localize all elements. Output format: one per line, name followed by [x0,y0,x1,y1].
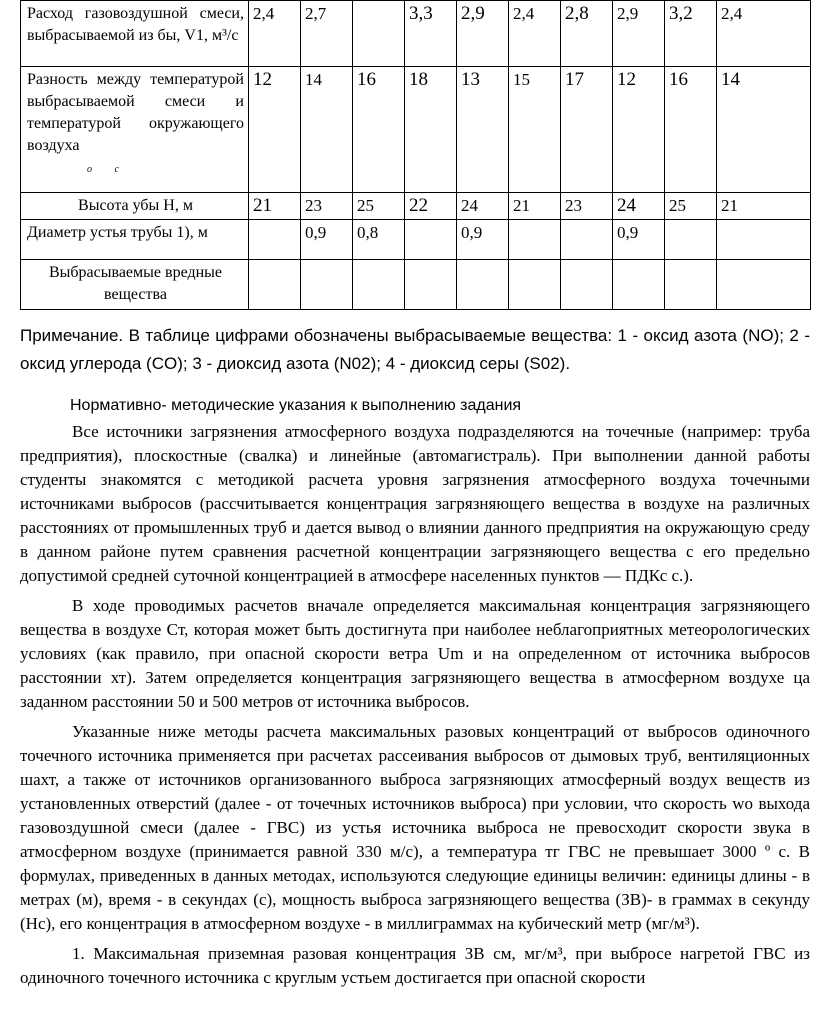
row-label-text: Расход газовоздушной смеси, выбрасываемой из бы, V1, м³/с [27,5,244,44]
table-row [21,260,811,310]
table-cell: 3,2 [665,1,717,67]
table-cell [717,260,811,310]
row-label [21,260,249,310]
table-cell: 3,3 [405,1,457,67]
table-row [21,193,811,220]
table-cell [665,220,717,260]
table-cell: 16 [353,67,405,193]
body-text [20,420,810,996]
table-cell: 14 [301,67,353,193]
table-cell [353,1,405,67]
table-cell [301,260,353,310]
table-cell: 2,4 [249,1,301,67]
table-cell [405,220,457,260]
table-cell: 2,9 [457,1,509,67]
table-cell: 2,4 [717,1,811,67]
table-cell: 15 [509,67,561,193]
table-cell: 14 [717,67,811,193]
row-label [21,220,249,260]
table-cell: 0,9 [301,220,353,260]
table-cell: 2,8 [561,1,613,67]
table-cell: 24 [613,193,665,220]
emission-parameters-table [20,0,811,310]
table-cell [249,260,301,310]
paragraph-max-concentration: 1. Максимальная приземная разовая концентрация ЗВ см, мг/м³, при выбросе нагретой ГВС из одиночного точечного источника с круглым устьем достигается при опасной скорости [20,944,810,987]
table-cell: 16 [665,67,717,193]
table-cell [561,220,613,260]
section-heading: Нормативно- методические указания к выполнению задания [70,397,522,414]
table-row [21,220,811,260]
table-cell: 2,4 [509,1,561,67]
table-cell [717,220,811,260]
table-row [21,67,811,193]
row-label-text: Выбрасываемые вредные вещества [48,264,223,303]
table-cell: 24 [457,193,509,220]
table-cell: 12 [613,67,665,193]
row-label-text: Разность между температурой выбрасываемой смеси и температурой окружающего воздуха [27,71,244,154]
table-cell: 22 [405,193,457,220]
table-cell: 25 [353,193,405,220]
table-cell: 0,9 [457,220,509,260]
paragraph-calculation: В ходе проводимых расчетов вначале определяется максимальная концентрация загрязняющего вещества в воздухе Cт, которая может быть достигнута при наиболее неблагоприятных метеорологических условиях (как правило, при опасной скорости ветра Um и на определенном от источника выбросов расстоянии хт). Затем определяется концентрация загрязняющего вещества в атмосферном воздухе ца заданном расстоянии 50 и 500 метров от источника выбросов. [20,596,810,711]
table-cell [509,260,561,310]
paragraph-sources: Все источники загрязнения атмосферного воздуха подразделяются на точечные (например: труба предприятия), плоскостные (свалка) и линейные (автомагистраль). При выполнении данной работы студенты знакомятся с методикой расчета уровня загрязнения атмосферного воздуха точечными источниками выбросов (рассчитывается концентрация загрязняющего вещества в воздухе на различных расстояниях от промышленных труб и дается вывод о влиянии данного предприятия на окружающую среду в данном районе путем сравнения расчетной концентрации загрязняющего вещества с его предельно допустимой средней суточной концентрацией в атмосфере населенных пунктов — ПДКс с.). [20,422,810,585]
table-cell [249,220,301,260]
row-label-text: Диаметр устья трубы 1), м [27,224,208,241]
table-cell [353,260,405,310]
row-label [21,193,249,220]
table-cell: 13 [457,67,509,193]
table-note: Примечание. В таблице цифрами обозначены выбрасываемые вещества: 1 - оксид азота (NO); 2 - оксид углерода (CO); 3 - диоксид азота (N02); 4 - диоксид серы (S02). [20,326,810,373]
table-cell: 0,8 [353,220,405,260]
table-cell [457,260,509,310]
table-cell: 23 [301,193,353,220]
table-cell: 2,9 [613,1,665,67]
table-row [21,1,811,67]
table-cell [509,220,561,260]
table-cell: 23 [561,193,613,220]
table-cell [405,260,457,310]
table-cell: 21 [509,193,561,220]
paragraph-methods: Указанные ниже методы расчета максимальных разовых концентраций от выбросов одиночного точечного источника применяется при расчетах рассеивания выбросов от дымовых труб, вентиляционных шахт, а также от источников организованного выброса загрязняющих атмосферный воздух веществ из установленных отверстий (далее - от точечных источников выброса) при условии, что скорость wo выхода газовоздушной смеси (далее - ГВС) из устья источника выброса не превосходит скорости звука в атмосферном воздухе (принимается равной 330 м/с), а температура тг ГВС не превышает 3000 º с. В формулах, приведенных в данных методах, используются следующие единицы величин: единицы длины - в метрах (м), время - в секундах (с), мощность выброса загрязняющего вещества (ЗВ)- в граммах в секунду (Нс), его концентрация в атмосферном воздухе - в миллиграммах на кубический метр (мг/м³). [20,722,810,933]
table-cell [561,260,613,310]
table-cell: 21 [249,193,301,220]
table-cell [613,260,665,310]
table-cell: 2,7 [301,1,353,67]
row-label [21,67,249,193]
table-cell [665,260,717,310]
table-cell: 21 [717,193,811,220]
row-label [21,1,249,67]
temperature-unit-mark: о с [87,164,129,175]
table-cell: 12 [249,67,301,193]
table-body [21,1,811,310]
table-cell: 18 [405,67,457,193]
row-label-text: Высота убы H, м [78,197,193,214]
table-cell: 0,9 [613,220,665,260]
table-cell: 25 [665,193,717,220]
table-cell: 17 [561,67,613,193]
